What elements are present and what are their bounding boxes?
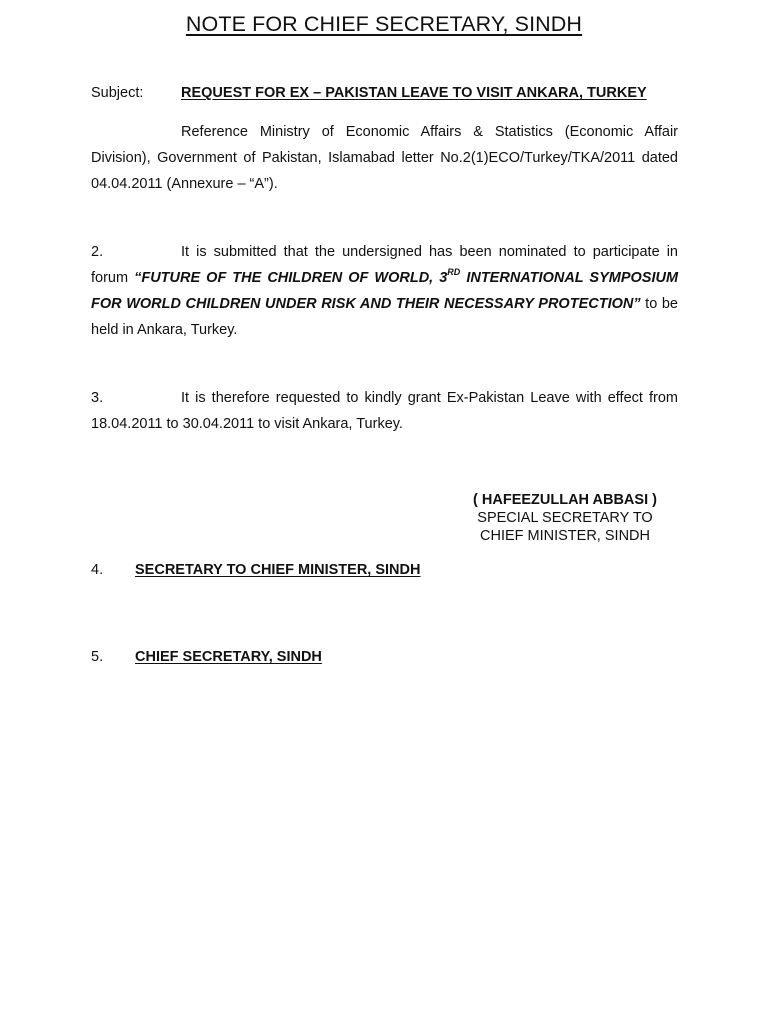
forum-title-superscript: RD bbox=[447, 267, 461, 277]
forwarding-item bbox=[91, 649, 322, 665]
paragraph-2-outro: to be held in Ankara, Turkey. bbox=[91, 296, 678, 338]
paragraph-number: 2. bbox=[91, 244, 104, 260]
paragraph-3 bbox=[91, 385, 678, 437]
subject-label: Subject: bbox=[91, 85, 144, 101]
forwarding-recipient: CHIEF SECRETARY, SINDH bbox=[135, 649, 322, 665]
paragraph-number: 3. bbox=[91, 390, 104, 406]
forwarding-item bbox=[91, 562, 420, 578]
paragraph-3-text: It is therefore requested to kindly grant Ex-Pakistan Leave with effect from 18.04.2011 to 30.04.2011 to visit Ankara, Turkey. bbox=[91, 390, 678, 432]
forum-title-part2: INTERNATIONAL SYMPOSIUM FOR WORLD CHILDREN UNDER RISK AND THEIR NECESSARY PROTECTION” bbox=[91, 270, 679, 312]
reference-paragraph bbox=[91, 119, 678, 197]
signature-block bbox=[440, 491, 690, 545]
forwarding-recipient: SECRETARY TO CHIEF MINISTER, SINDH bbox=[135, 562, 421, 578]
forwarding-number: 4. bbox=[91, 562, 104, 578]
forum-title-part1: “FUTURE OF THE CHILDREN OF WORLD, 3 bbox=[134, 270, 448, 286]
paragraph-2 bbox=[91, 239, 678, 343]
paragraph-2-intro: It is submitted that the undersigned has been nominated to participate in forum bbox=[91, 244, 678, 286]
signatory-designation-line1: SPECIAL SECRETARY TO bbox=[477, 510, 653, 526]
forwarding-number: 5. bbox=[91, 649, 104, 665]
reference-text: Reference Ministry of Economic Affairs & Statistics (Economic Affair Division), Government of Pakistan, Islamabad letter No.2(1)ECO/Turkey/TKA/2011 dated 04.04.2011 (Annexure – “A”). bbox=[91, 124, 678, 192]
forum-title bbox=[91, 267, 679, 312]
subject-text: REQUEST FOR EX – PAKISTAN LEAVE TO VISIT ANKARA, TURKEY bbox=[181, 85, 647, 101]
document-title: NOTE FOR CHIEF SECRETARY, SINDH bbox=[185, 12, 583, 36]
signatory-designation-line2: CHIEF MINISTER, SINDH bbox=[480, 528, 650, 544]
signatory-name: ( HAFEEZULLAH ABBASI ) bbox=[473, 492, 657, 508]
